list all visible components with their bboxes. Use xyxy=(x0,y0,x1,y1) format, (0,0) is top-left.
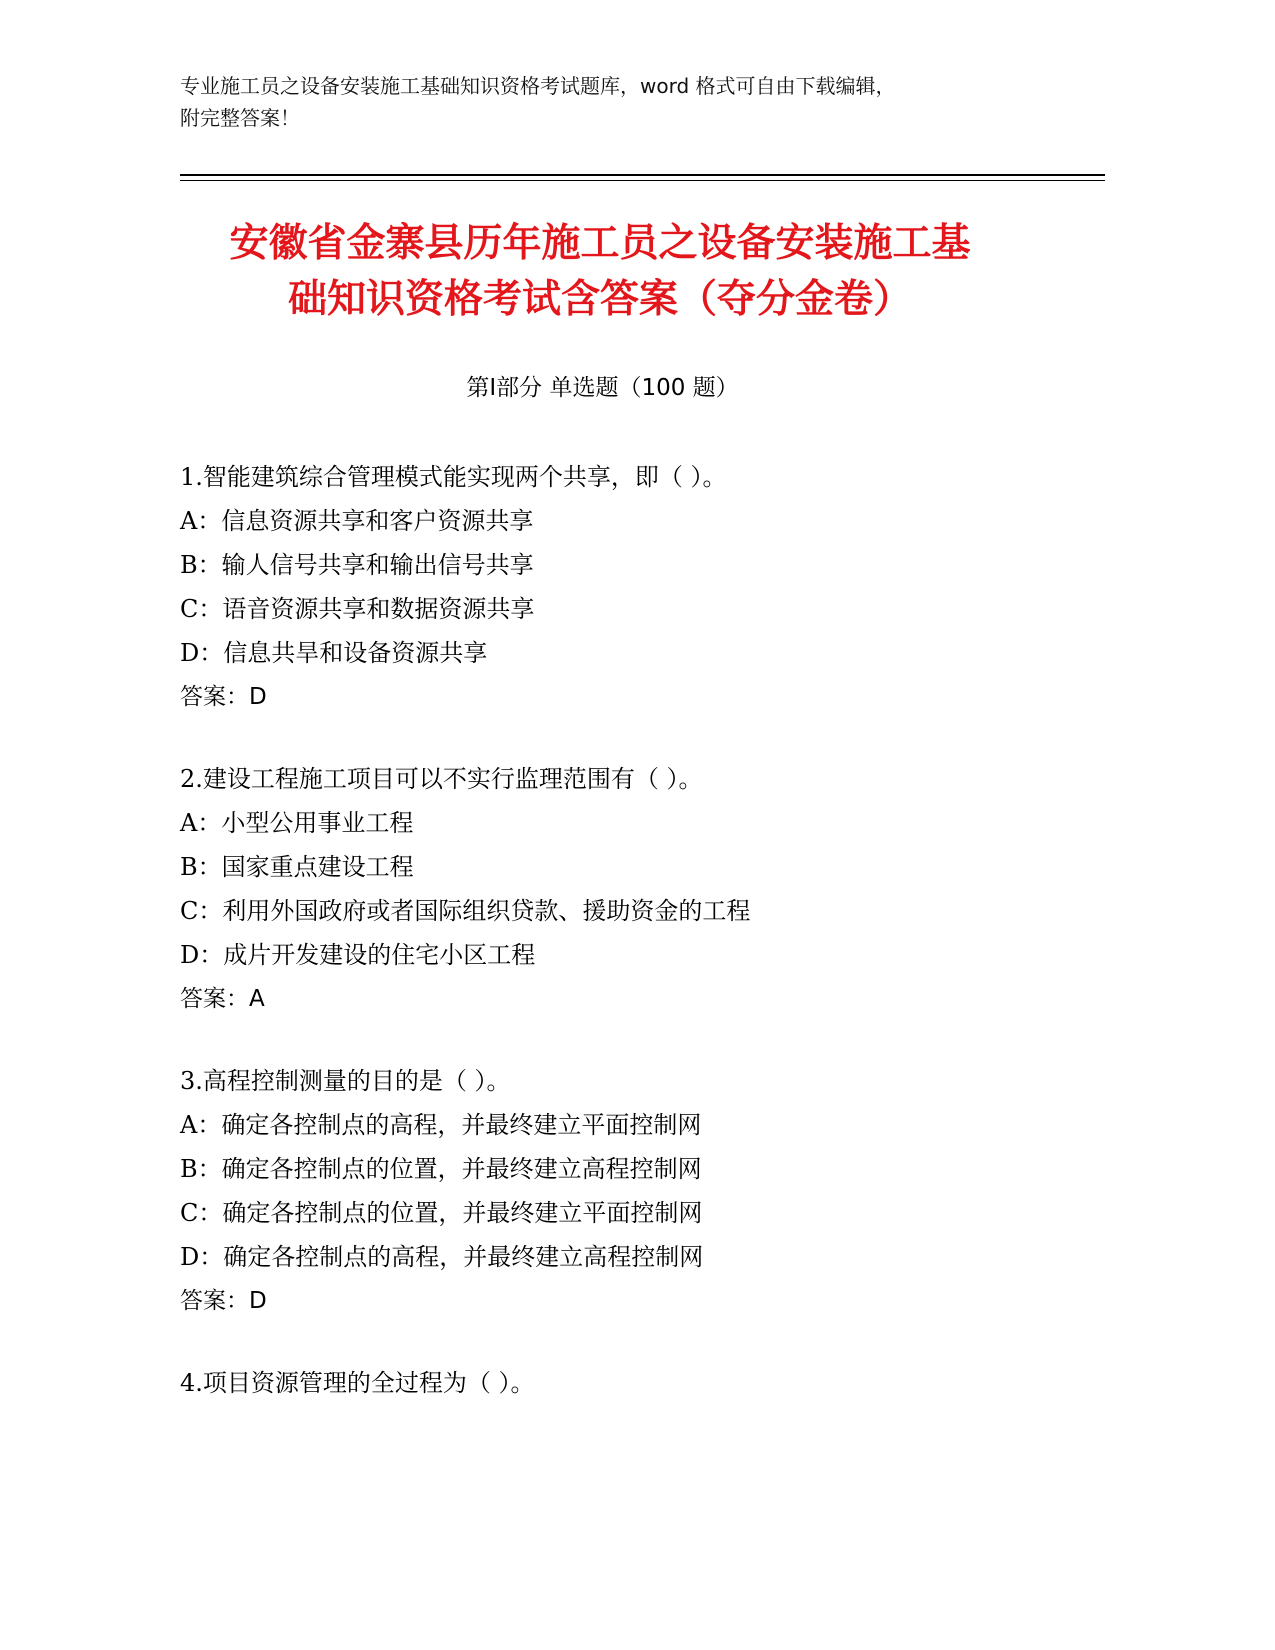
option-b: B：国家重点建设工程 xyxy=(180,853,414,881)
option-d: D：信息共旱和设备资源共享 xyxy=(180,639,488,667)
question-4 xyxy=(180,1361,1180,1405)
option-b: B：确定各控制点的位置，并最终建立高程控制网 xyxy=(180,1155,702,1183)
option-d: D：成片开发建设的住宅小区工程 xyxy=(180,941,536,969)
answer: 答案：A xyxy=(180,986,265,1012)
question-list xyxy=(180,455,1180,1443)
header-note-line-2: 附完整答案！ xyxy=(180,106,300,130)
answer: 答案：D xyxy=(180,1288,267,1314)
option-c: C：语音资源共享和数据资源共享 xyxy=(180,595,535,623)
option-a: A：小型公用事业工程 xyxy=(180,809,414,837)
option-a: A：信息资源共享和客户资源共享 xyxy=(180,507,534,535)
document-title-line-2: 础知识资格考试含答案（夺分金卷） xyxy=(287,277,912,322)
header-note-line-1: 专业施工员之设备安装施工基础知识资格考试题库，word 格式可自由下载编辑， xyxy=(180,74,896,98)
header-note xyxy=(180,70,1060,134)
question-stem: 2.建设工程施工项目可以不实行监理范围有（ ）。 xyxy=(180,765,703,793)
document-title xyxy=(150,216,1050,328)
question-1 xyxy=(180,455,1180,719)
header-divider-thick xyxy=(180,174,1105,176)
option-d: D：确定各控制点的高程，并最终建立高程控制网 xyxy=(180,1243,704,1271)
document-title-line-1: 安徽省金寨县历年施工员之设备安装施工基 xyxy=(229,221,971,266)
question-2 xyxy=(180,757,1180,1021)
answer: 答案：D xyxy=(180,684,267,710)
question-stem: 4.项目资源管理的全过程为（ ）。 xyxy=(180,1369,535,1397)
question-3 xyxy=(180,1059,1180,1323)
section-title: 第Ⅰ部分 单选题（100 题） xyxy=(466,375,739,401)
header-divider-thin xyxy=(180,180,1105,181)
question-stem: 3.高程控制测量的目的是（ ）。 xyxy=(180,1067,511,1095)
option-b: B：输人信号共享和输出信号共享 xyxy=(180,551,534,579)
option-a: A：确定各控制点的高程，并最终建立平面控制网 xyxy=(180,1111,702,1139)
question-stem: 1.智能建筑综合管理模式能实现两个共享，即（ ）。 xyxy=(180,463,727,491)
option-c: C：确定各控制点的位置，并最终建立平面控制网 xyxy=(180,1199,703,1227)
option-c: C：利用外国政府或者国际组织贷款、援助资金的工程 xyxy=(180,897,751,925)
